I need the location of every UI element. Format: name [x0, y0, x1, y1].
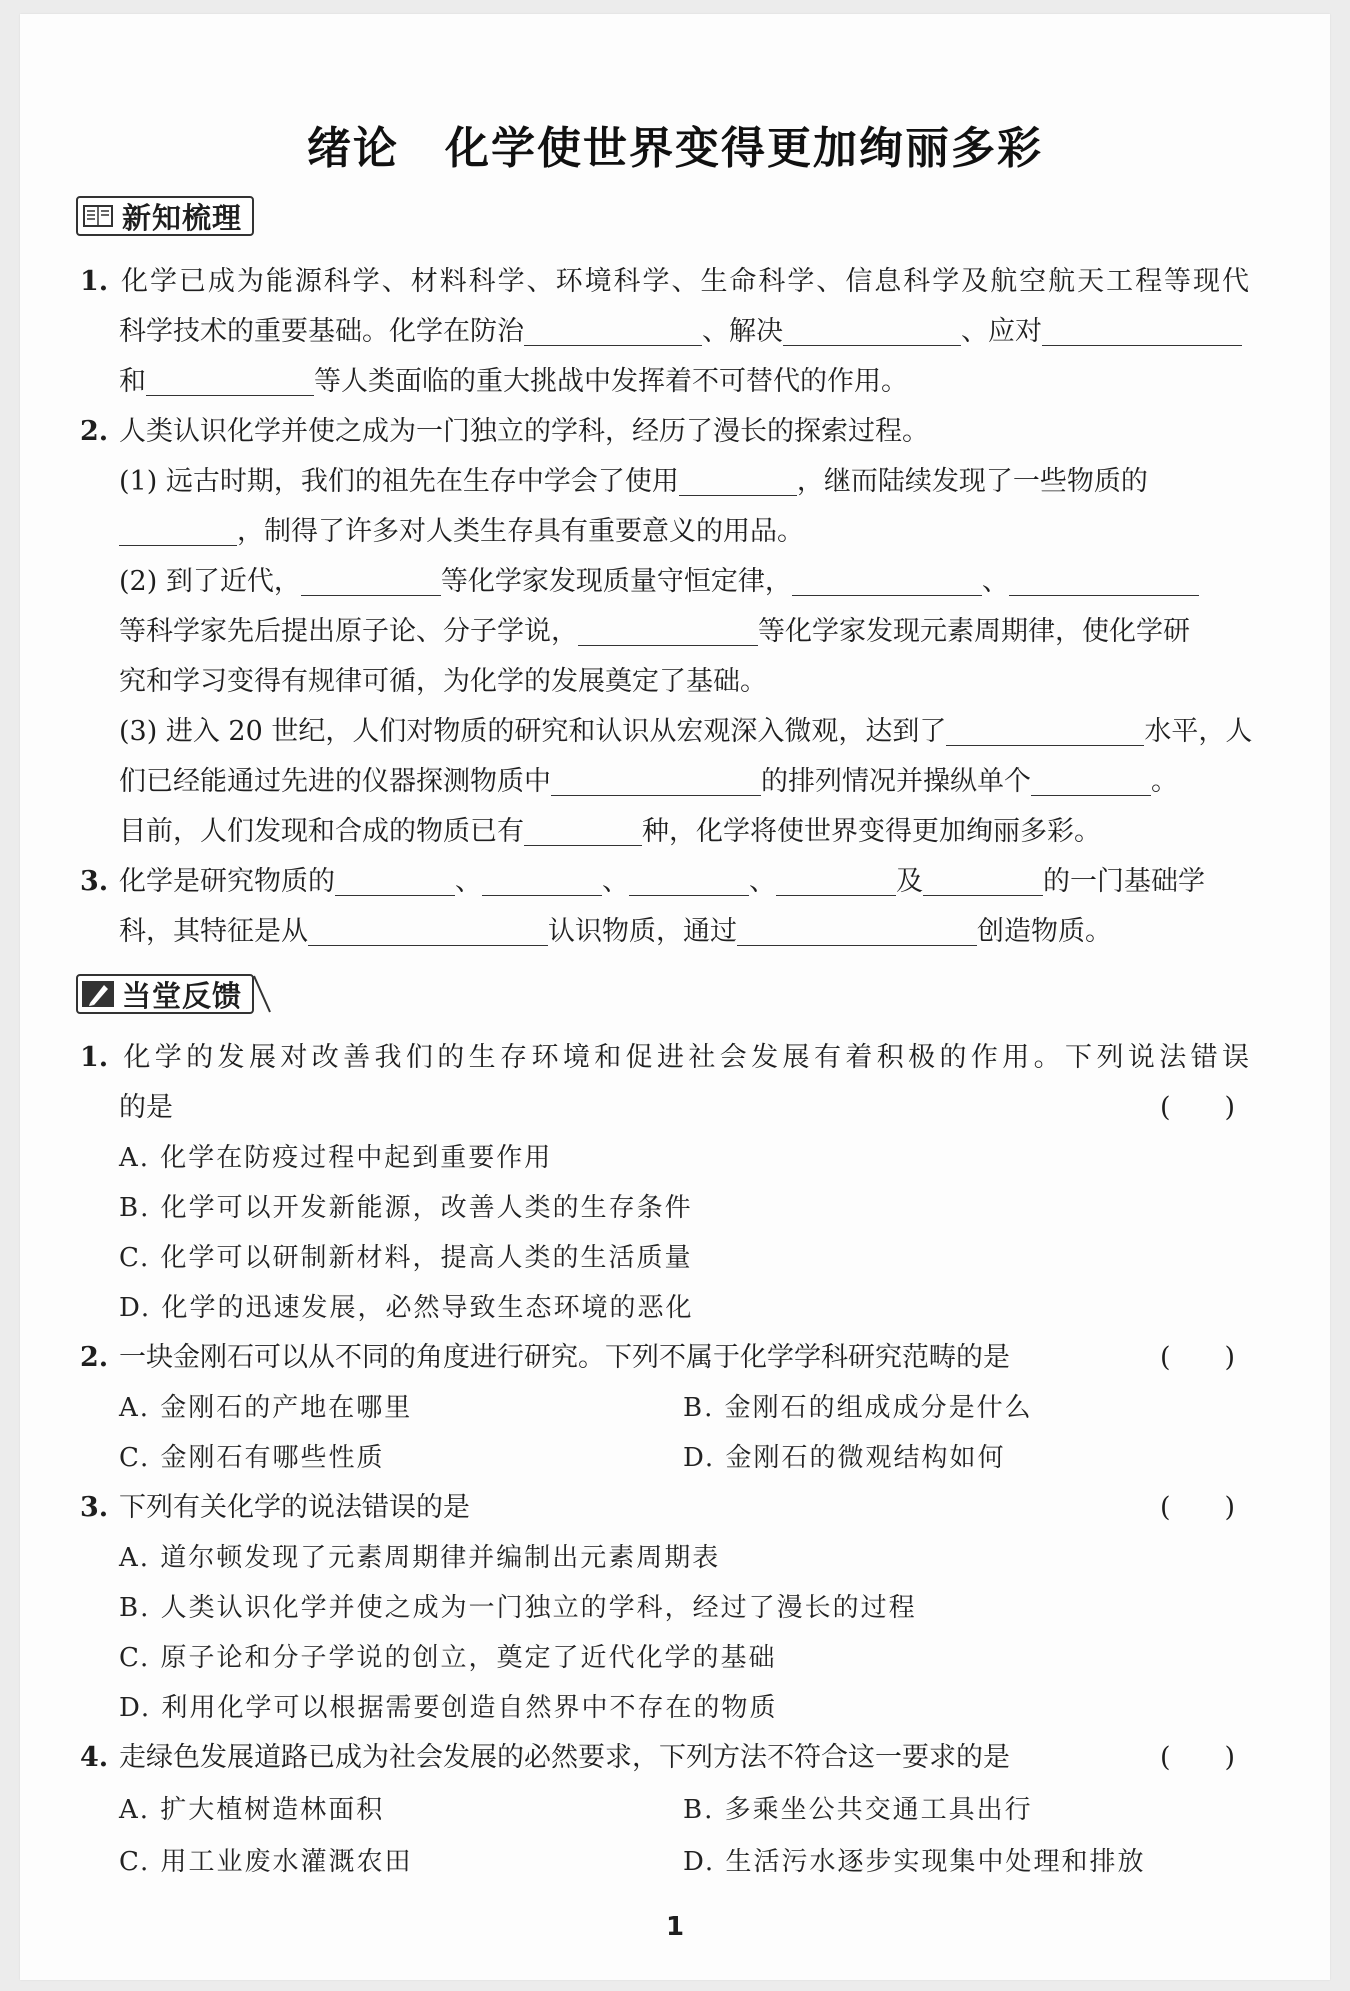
answer-blank[interactable] — [1042, 315, 1242, 346]
option-c[interactable]: C. 原子论和分子学说的创立，奠定了近代化学的基础 — [119, 1643, 777, 1673]
answer-bracket[interactable]: ( ) — [1160, 1492, 1236, 1523]
answer-blank[interactable] — [737, 915, 977, 946]
option-c[interactable]: C. 化学可以研制新材料，提高人类的生活质量 — [119, 1243, 693, 1273]
feedback-q1-stem-line2: 的是 — [119, 1092, 173, 1123]
feedback-q2-stem: 2. 一块金刚石可以从不同的角度进行研究。下列不属于化学学科研究范畴的是 — [80, 1342, 1010, 1373]
option-a[interactable]: A. 道尔顿发现了元素周期律并编制出元素周期表 — [119, 1543, 721, 1573]
section-box — [76, 196, 254, 236]
option-d[interactable]: D. 生活污水逐步实现集中处理和排放 — [683, 1847, 1146, 1877]
answer-blank[interactable] — [301, 565, 441, 596]
option-c[interactable]: C. 用工业废水灌溉农田 — [119, 1847, 413, 1877]
section-title: 新知梳理 — [122, 200, 243, 235]
answer-blank[interactable] — [524, 815, 642, 846]
option-c[interactable]: C. 金刚石有哪些性质 — [119, 1443, 385, 1473]
option-b[interactable]: B. 化学可以开发新能源，改善人类的生存条件 — [119, 1193, 693, 1223]
answer-bracket[interactable]: ( ) — [1160, 1742, 1236, 1773]
section-title: 当堂反馈 — [122, 978, 243, 1013]
option-d[interactable]: D. 化学的迅速发展，必然导致生态环境的恶化 — [119, 1293, 694, 1323]
option-b[interactable]: B. 多乘坐公共交通工具出行 — [683, 1795, 1033, 1825]
answer-blank[interactable] — [629, 865, 749, 896]
knowledge-q2-p2-line3: 究和学习变得有规律可循，为化学的发展奠定了基础。 — [119, 666, 767, 697]
knowledge-q3-line1: 3. 化学是研究物质的 、 、 、 及 的一门基础学 — [80, 866, 1205, 897]
answer-blank[interactable] — [946, 715, 1144, 746]
option-b[interactable]: B. 金刚石的组成成分是什么 — [683, 1393, 1033, 1423]
knowledge-q2-p3-line3: 目前，人们发现和合成的物质已有 种，化学将使世界变得更加绚丽多彩。 — [119, 816, 1101, 847]
knowledge-q2-p3-line2: 们已经能通过先进的仪器探测物质中 的排列情况并操纵单个 。 — [119, 766, 1178, 797]
feedback-q1-stem-line1: 1. 化学的发展对改善我们的生存环境和促进社会发展有着积极的作用。下列说法错误 — [80, 1042, 1249, 1073]
answer-blank[interactable] — [119, 515, 237, 546]
answer-blank[interactable] — [524, 315, 702, 346]
knowledge-q2-p2-line2: 等科学家先后提出原子论、分子学说， 等化学家发现元素周期律，使化学研 — [119, 616, 1190, 647]
knowledge-q2-intro: 2. 人类认识化学并使之成为一门独立的学科，经历了漫长的探索过程。 — [80, 416, 929, 447]
feedback-q3-stem: 3. 下列有关化学的说法错误的是 — [80, 1492, 470, 1523]
section-header-knowledge — [76, 196, 254, 236]
feedback-q4-stem: 4. 走绿色发展道路已成为社会发展的必然要求，下列方法不符合这一要求的是 — [80, 1742, 1010, 1773]
knowledge-q2-p1-line2: ，制得了许多对人类生存具有重要意义的用品。 — [119, 512, 1249, 552]
answer-blank[interactable] — [335, 865, 455, 896]
option-a[interactable]: A. 化学在防疫过程中起到重要作用 — [119, 1143, 553, 1173]
answer-blank[interactable] — [1031, 765, 1151, 796]
answer-blank[interactable] — [776, 865, 896, 896]
page-title: 绪论 化学使世界变得更加绚丽多彩 — [307, 123, 1043, 174]
pen-icon — [82, 981, 114, 1007]
knowledge-q1-line1: 1. 化学已成为能源科学、材料科学、环境科学、生命科学、信息科学及航空航天工程等现代 — [80, 266, 1249, 297]
knowledge-q2-p3-line1: (3) 进入 20 世纪，人们对物质的研究和认识从宏观深入微观，达到了 水平，人 — [119, 716, 1253, 747]
knowledge-q1-line2: 科学技术的重要基础。化学在防治 、解决 、应对 — [119, 312, 1249, 352]
option-a[interactable]: A. 金刚石的产地在哪里 — [119, 1393, 413, 1423]
option-b[interactable]: B. 人类认识化学并使之成为一门独立的学科，经过了漫长的过程 — [119, 1593, 917, 1623]
answer-blank[interactable] — [308, 915, 548, 946]
section-header-feedback — [76, 974, 272, 1014]
answer-blank[interactable] — [482, 865, 602, 896]
page-number: 1 — [665, 1912, 685, 1942]
section-box — [76, 974, 254, 1014]
section-slash-decoration — [252, 974, 272, 1014]
option-d[interactable]: D. 金刚石的微观结构如何 — [683, 1443, 1006, 1473]
answer-blank[interactable] — [923, 865, 1043, 896]
answer-blank[interactable] — [783, 315, 961, 346]
book-icon — [82, 203, 114, 229]
knowledge-q2-p2-line1: (2) 到了近代， 等化学家发现质量守恒定律， 、 — [119, 562, 1249, 602]
answer-blank[interactable] — [551, 765, 761, 796]
knowledge-q3-line2: 科，其特征是从 认识物质，通过 创造物质。 — [119, 916, 1112, 947]
answer-blank[interactable] — [146, 365, 314, 396]
answer-blank[interactable] — [679, 465, 797, 496]
option-d[interactable]: D. 利用化学可以根据需要创造自然界中不存在的物质 — [119, 1693, 778, 1723]
knowledge-q2-p1-line1: (1) 远古时期，我们的祖先在生存中学会了使用 ，继而陆续发现了一些物质的 — [119, 466, 1148, 497]
knowledge-q1-line3: 和 等人类面临的重大挑战中发挥着不可替代的作用。 — [119, 366, 908, 397]
answer-bracket[interactable]: ( ) — [1160, 1092, 1236, 1123]
option-a[interactable]: A. 扩大植树造林面积 — [119, 1795, 385, 1825]
answer-blank[interactable] — [1009, 565, 1199, 596]
answer-blank[interactable] — [578, 615, 758, 646]
answer-blank[interactable] — [792, 565, 982, 596]
answer-bracket[interactable]: ( ) — [1160, 1342, 1236, 1373]
